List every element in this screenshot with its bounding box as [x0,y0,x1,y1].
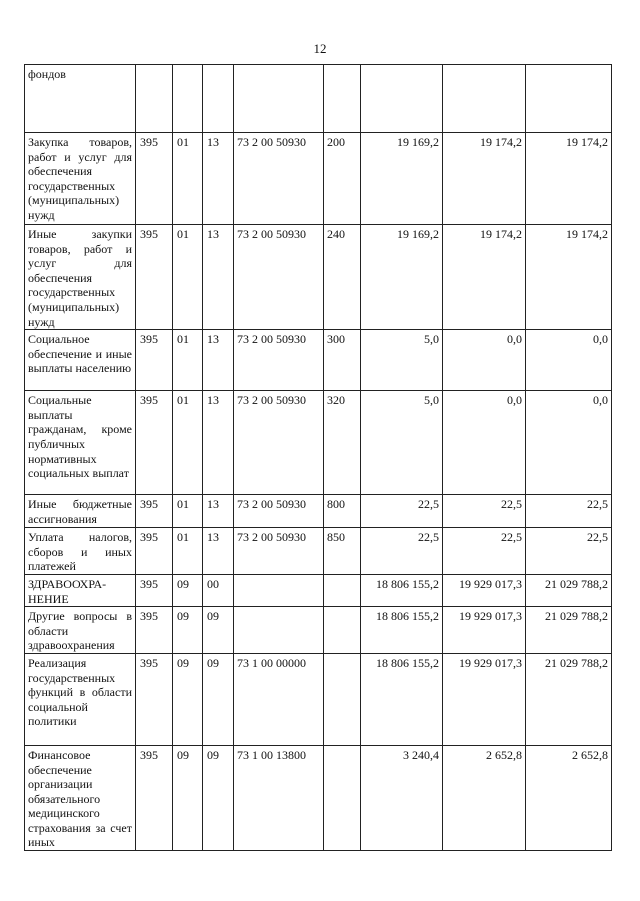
row-expense-type: 850 [324,528,361,575]
row-sum-year3: 21 029 788,2 [526,574,612,606]
row-section-code [173,65,203,133]
row-name: Реализация государственных функций в области социальной политики [25,653,136,745]
row-section-code: 09 [173,745,203,850]
row-sum-year2 [443,65,526,133]
row-sum-year1 [361,65,443,133]
row-expense-type: 800 [324,495,361,528]
row-sum-year1: 18 806 155,2 [361,653,443,745]
table-row [25,653,612,745]
row-sum-year1: 19 169,2 [361,133,443,225]
row-subsection-code: 09 [203,607,234,654]
row-subsection-code: 13 [203,495,234,528]
row-subsection-code [203,65,234,133]
row-ved-code [136,65,173,133]
row-sum-year2: 19 174,2 [443,225,526,330]
row-expense-type [324,745,361,850]
table-row [25,133,612,225]
row-sum-year1: 22,5 [361,528,443,575]
row-sum-year2: 19 929 017,3 [443,607,526,654]
row-section-code: 01 [173,528,203,575]
row-sum-year3: 21 029 788,2 [526,653,612,745]
table-row [25,330,612,391]
row-subsection-code: 13 [203,391,234,495]
row-name: Иные закупки товаров, работ и услуг для обеспечения государственных (муниципальных) нужд [25,225,136,330]
row-name: Уплата налогов, сборов и иных платежей [25,528,136,575]
table-row [25,607,612,654]
budget-table [24,64,612,851]
table-row [25,65,612,133]
row-section-code: 01 [173,495,203,528]
row-expense-type [324,65,361,133]
row-section-code: 09 [173,653,203,745]
table-row [25,225,612,330]
row-name: Закупка товаров, работ и услуг для обеспечения государственных (муниципальных) нужд [25,133,136,225]
row-ved-code: 395 [136,133,173,225]
row-sum-year2: 22,5 [443,495,526,528]
row-sum-year3: 19 174,2 [526,133,612,225]
row-target-article: 73 2 00 50930 [234,495,324,528]
table-row [25,391,612,495]
row-sum-year3: 22,5 [526,528,612,575]
table-row [25,495,612,528]
row-ved-code: 395 [136,745,173,850]
row-ved-code: 395 [136,495,173,528]
row-target-article: 73 2 00 50930 [234,528,324,575]
row-section-code: 01 [173,330,203,391]
row-subsection-code: 13 [203,133,234,225]
table-row [25,745,612,850]
row-expense-type [324,607,361,654]
row-section-code: 01 [173,225,203,330]
row-ved-code: 395 [136,391,173,495]
row-sum-year3: 0,0 [526,330,612,391]
row-ved-code: 395 [136,528,173,575]
row-sum-year3: 19 174,2 [526,225,612,330]
page-number: 12 [313,41,327,56]
row-section-code: 01 [173,391,203,495]
row-section-code: 01 [173,133,203,225]
row-target-article [234,607,324,654]
row-expense-type: 320 [324,391,361,495]
table-row [25,528,612,575]
row-expense-type [324,653,361,745]
row-sum-year1: 18 806 155,2 [361,607,443,654]
table-row [25,574,612,606]
row-target-article [234,65,324,133]
row-sum-year2: 0,0 [443,391,526,495]
row-target-article: 73 1 00 13800 [234,745,324,850]
row-expense-type [324,574,361,606]
row-name: Иные бюджетные ассигнования [25,495,136,528]
row-expense-type: 240 [324,225,361,330]
row-name: фондов [25,65,136,133]
row-sum-year1: 18 806 155,2 [361,574,443,606]
row-sum-year1: 19 169,2 [361,225,443,330]
row-ved-code: 395 [136,225,173,330]
row-subsection-code: 13 [203,330,234,391]
row-sum-year3: 21 029 788,2 [526,607,612,654]
row-sum-year3: 2 652,8 [526,745,612,850]
row-name: ЗДРАВООХРА-НЕНИЕ [25,574,136,606]
row-section-code: 09 [173,607,203,654]
row-sum-year2: 2 652,8 [443,745,526,850]
row-name: Социальное обеспечение и иные выплаты населению [25,330,136,391]
row-sum-year1: 3 240,4 [361,745,443,850]
row-sum-year2: 19 174,2 [443,133,526,225]
row-sum-year1: 5,0 [361,330,443,391]
row-ved-code: 395 [136,653,173,745]
row-target-article: 73 2 00 50930 [234,391,324,495]
row-ved-code: 395 [136,574,173,606]
row-subsection-code: 09 [203,653,234,745]
row-target-article: 73 2 00 50930 [234,133,324,225]
row-target-article: 73 1 00 00000 [234,653,324,745]
row-sum-year3 [526,65,612,133]
row-ved-code: 395 [136,330,173,391]
row-expense-type: 300 [324,330,361,391]
row-sum-year3: 0,0 [526,391,612,495]
row-ved-code: 395 [136,607,173,654]
row-sum-year2: 22,5 [443,528,526,575]
row-target-article: 73 2 00 50930 [234,225,324,330]
row-sum-year2: 0,0 [443,330,526,391]
row-subsection-code: 13 [203,528,234,575]
row-name: Финансовое обеспечение организации обязательного медицинского страхования за счет иных [25,745,136,850]
row-target-article: 73 2 00 50930 [234,330,324,391]
row-sum-year1: 5,0 [361,391,443,495]
row-subsection-code: 00 [203,574,234,606]
row-sum-year2: 19 929 017,3 [443,574,526,606]
row-target-article [234,574,324,606]
row-subsection-code: 09 [203,745,234,850]
row-name: Социальные выплаты гражданам, кроме публичных нормативных социальных выплат [25,391,136,495]
row-expense-type: 200 [324,133,361,225]
row-sum-year1: 22,5 [361,495,443,528]
row-sum-year3: 22,5 [526,495,612,528]
row-name: Другие вопросы в области здравоохранения [25,607,136,654]
row-sum-year2: 19 929 017,3 [443,653,526,745]
row-section-code: 09 [173,574,203,606]
row-subsection-code: 13 [203,225,234,330]
